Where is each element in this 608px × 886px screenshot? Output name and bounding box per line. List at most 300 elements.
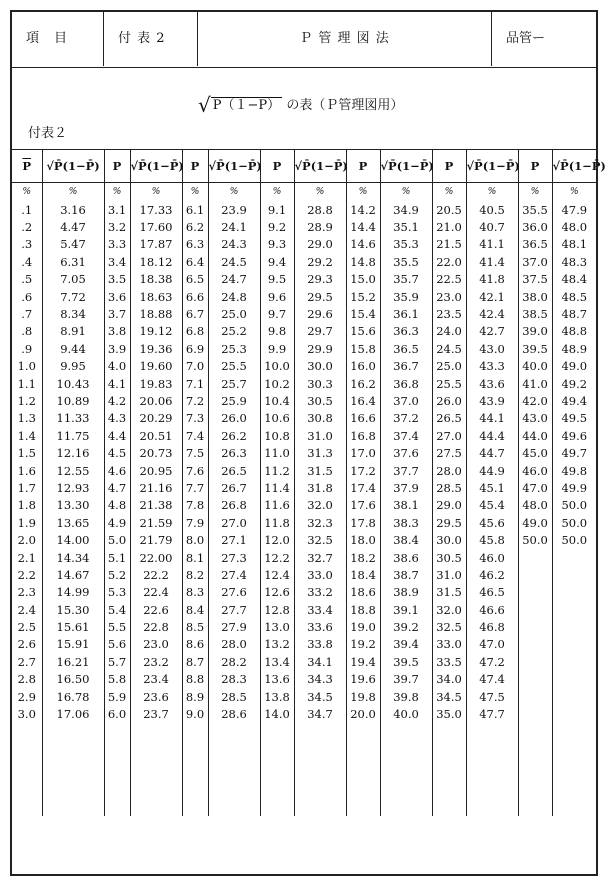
sqrt-value-cell xyxy=(552,671,596,688)
p-value-cell: 1.3 xyxy=(12,410,42,427)
sqrt-value-cell: 44.7 xyxy=(466,444,518,461)
empty-cell xyxy=(294,723,346,816)
sqrt-value-cell xyxy=(552,688,596,705)
sqrt-value-cell: 30.0 xyxy=(294,358,346,375)
caption-text: の表（Ｐ管理図用） xyxy=(286,98,404,113)
sqrt-value-cell: 49.2 xyxy=(561,376,588,391)
header-row xyxy=(12,12,596,68)
p-value-cell: 11.2 xyxy=(260,462,294,479)
p-value-cell: 2.9 xyxy=(12,688,42,705)
table-row xyxy=(12,253,596,270)
sqrt-value-cell: 47.4 xyxy=(466,671,518,688)
sqrt-value-cell xyxy=(552,653,596,670)
p-value-cell: 13.0 xyxy=(260,618,294,635)
table-row xyxy=(12,375,596,392)
sqrt-value-cell: 32.5 xyxy=(294,531,346,548)
p-value-cell: 15.4 xyxy=(346,305,380,322)
p-value-cell: 3.8 xyxy=(104,323,130,340)
p-value-cell: 38.0 xyxy=(518,288,552,305)
sqrt-value-cell: 7.72 xyxy=(42,288,104,305)
col-header-p: $\overline{P}$ xyxy=(12,150,42,183)
p-value-cell: 6.8 xyxy=(182,323,208,340)
sqrt-value-cell: 14.67 xyxy=(42,566,104,583)
p-value-cell: 6.0 xyxy=(104,705,130,722)
table-row xyxy=(12,201,596,218)
p-value-cell: 12.2 xyxy=(260,549,294,566)
p-value-cell: 1.0 xyxy=(12,358,42,375)
sqrt-value-cell: 31.5 xyxy=(294,462,346,479)
sqrt-value-cell: 32.0 xyxy=(294,497,346,514)
sqrt-value-cell: 24.8 xyxy=(208,288,260,305)
p-value-cell: 3.0 xyxy=(12,705,42,722)
sqrt-value-cell: 43.9 xyxy=(466,392,518,409)
sqrt-value-cell: 29.3 xyxy=(294,271,346,288)
sqrt-value-cell: 47.9 xyxy=(561,202,588,217)
sqrt-value-cell: 18.63 xyxy=(130,288,182,305)
sqrt-value-cell: 30.3 xyxy=(294,375,346,392)
p-value-cell: 5.9 xyxy=(104,688,130,705)
p-value-cell: .1 xyxy=(12,201,42,218)
table-row xyxy=(12,271,596,288)
p-value-cell: 16.4 xyxy=(346,392,380,409)
p-value-cell: 4.0 xyxy=(104,358,130,375)
p-value-cell: 9.9 xyxy=(260,340,294,357)
empty-cell xyxy=(518,723,552,816)
sqrt-value-cell: 46.5 xyxy=(466,584,518,601)
table-row xyxy=(12,618,596,635)
unit-cell: % xyxy=(569,187,579,197)
table-row xyxy=(12,323,596,340)
p-value-cell: 45.0 xyxy=(518,444,552,461)
p-value-cell: 33.0 xyxy=(432,636,466,653)
sqrt-value-cell: 48.0 xyxy=(561,220,588,235)
p-value-cell: 43.0 xyxy=(518,410,552,427)
p-value-cell: 8.8 xyxy=(182,671,208,688)
sqrt-value-cell: 50.0 xyxy=(561,515,588,530)
p-value-cell: 9.7 xyxy=(260,305,294,322)
col-header-p: P xyxy=(346,150,380,183)
empty-cell xyxy=(380,723,432,816)
p-value-cell: 21.5 xyxy=(432,236,466,253)
table-row xyxy=(12,410,596,427)
sqrt-value-cell: 21.59 xyxy=(130,514,182,531)
p-value-cell: 9.2 xyxy=(260,218,294,235)
unit-cell: % xyxy=(42,183,104,202)
col-header-sqrt: √P̄(1−P̄) xyxy=(130,150,182,183)
table-row xyxy=(12,497,596,514)
p-value-cell: 34.0 xyxy=(432,671,466,688)
p-value-cell: 5.2 xyxy=(104,566,130,583)
sqrt-value-cell: 44.9 xyxy=(466,462,518,479)
sqrt-value-cell: 39.5 xyxy=(380,653,432,670)
sqrt-value-cell: 48.3 xyxy=(561,254,588,269)
sqrt-value-cell: 35.1 xyxy=(380,218,432,235)
sqrt-value-cell: 47.7 xyxy=(466,705,518,722)
sqrt-value-cell: 36.7 xyxy=(380,358,432,375)
p-value-cell: 9.4 xyxy=(260,253,294,270)
sqrt-value-cell: 28.5 xyxy=(208,688,260,705)
empty-cell xyxy=(104,723,130,816)
p-value-cell: 5.5 xyxy=(104,618,130,635)
p-value-cell: 9.5 xyxy=(260,271,294,288)
col-header-sqrt: √P̄(1−P̄) xyxy=(552,150,596,183)
sqrt-value-cell: 17.06 xyxy=(42,705,104,722)
sqrt-value-cell: 24.5 xyxy=(208,253,260,270)
sqrt-value-cell: 48.4 xyxy=(561,272,588,287)
p-value-cell: 31.0 xyxy=(432,566,466,583)
p-value-cell: 7.5 xyxy=(182,444,208,461)
p-value-cell: 35.0 xyxy=(432,705,466,722)
table-row xyxy=(12,653,596,670)
p-value-cell: 3.3 xyxy=(104,236,130,253)
p-value-cell: 7.7 xyxy=(182,479,208,496)
sqrt-value-cell: 49.4 xyxy=(561,393,588,408)
sqrt-value-cell: 19.60 xyxy=(130,358,182,375)
sqrt-value-cell: 25.2 xyxy=(208,323,260,340)
p-value-cell: 5.6 xyxy=(104,636,130,653)
unit-cell: % xyxy=(208,183,260,202)
p-value-cell: 20.0 xyxy=(346,705,380,722)
sqrt-value-cell: 49.6 xyxy=(561,428,588,443)
p-value-cell xyxy=(518,601,552,618)
sqrt-value-cell: 48.5 xyxy=(561,289,588,304)
p-value-cell: 19.8 xyxy=(346,688,380,705)
p-value-cell: 8.1 xyxy=(182,549,208,566)
p-value-cell: 22.5 xyxy=(432,271,466,288)
p-value-cell: 47.0 xyxy=(518,479,552,496)
table-row xyxy=(12,462,596,479)
table-header-row xyxy=(12,150,596,183)
sqrt-value-cell: 28.2 xyxy=(208,653,260,670)
table-row xyxy=(12,671,596,688)
p-value-cell: 23.0 xyxy=(432,288,466,305)
p-value-cell: 6.7 xyxy=(182,305,208,322)
sqrt-value-cell: 34.1 xyxy=(294,653,346,670)
unit-row xyxy=(12,183,596,202)
sqrt-value-cell: 41.1 xyxy=(466,236,518,253)
sqrt-value-cell: 19.12 xyxy=(130,323,182,340)
sqrt-value-cell: 20.51 xyxy=(130,427,182,444)
sqrt-value-cell: 38.6 xyxy=(380,549,432,566)
sqrt-value-cell: 23.2 xyxy=(130,653,182,670)
item-label: 項 目 xyxy=(12,12,104,66)
sqrt-value-cell: 26.2 xyxy=(208,427,260,444)
p-value-cell: 4.9 xyxy=(104,514,130,531)
p-value-cell: 40.0 xyxy=(518,358,552,375)
sqrt-value-cell: 23.9 xyxy=(208,201,260,218)
sqrt-value-cell: 49.5 xyxy=(561,411,588,426)
p-value-cell: 9.1 xyxy=(260,201,294,218)
sqrt-value-cell: 40.0 xyxy=(380,705,432,722)
sqrt-value-cell: 22.4 xyxy=(130,584,182,601)
p-value-cell: 10.4 xyxy=(260,392,294,409)
sqrt-value-cell: 28.9 xyxy=(294,218,346,235)
sqrt-value-cell: 21.79 xyxy=(130,531,182,548)
p-value-cell xyxy=(518,688,552,705)
p-value-cell: 20.5 xyxy=(432,201,466,218)
p-value-cell: 44.0 xyxy=(518,427,552,444)
table-caption: √ $P(1-\overline{P})$ の表（Ｐ管理図用） xyxy=(198,93,404,117)
p-value-cell xyxy=(518,705,552,722)
sqrt-value-cell: 17.60 xyxy=(130,218,182,235)
p-value-cell: 17.0 xyxy=(346,444,380,461)
sqrt-value-cell: 11.33 xyxy=(42,410,104,427)
p-value-cell: 39.5 xyxy=(518,340,552,357)
empty-cell xyxy=(432,723,466,816)
p-value-cell: 1.7 xyxy=(12,479,42,496)
p-value-cell: 8.2 xyxy=(182,566,208,583)
sqrt-value-cell xyxy=(552,601,596,618)
col-header-p: P xyxy=(518,150,552,183)
sqrt-value-cell: 40.5 xyxy=(466,201,518,218)
sqrt-value-cell: 37.2 xyxy=(380,410,432,427)
table-row xyxy=(12,340,596,357)
sqrt-value-cell: 36.1 xyxy=(380,305,432,322)
sqrt-value-cell: 14.99 xyxy=(42,584,104,601)
p-value-cell: 4.4 xyxy=(104,427,130,444)
p-value-cell: 16.6 xyxy=(346,410,380,427)
sqrt-value-cell: 38.1 xyxy=(380,497,432,514)
sqrt-value-cell: 29.0 xyxy=(294,236,346,253)
col-header-sqrt: √P̄(1−P̄) xyxy=(294,150,346,183)
sqrt-value-cell: 13.65 xyxy=(42,514,104,531)
p-value-cell: 11.0 xyxy=(260,444,294,461)
p-value-cell: 3.9 xyxy=(104,340,130,357)
table-row xyxy=(12,566,596,583)
sqrt-value-cell: 50.0 xyxy=(561,498,588,513)
sqrt-value-cell: 31.0 xyxy=(294,427,346,444)
p-value-cell: 6.4 xyxy=(182,253,208,270)
filler-row xyxy=(12,723,596,816)
sqrt-value-cell: 24.1 xyxy=(208,218,260,235)
p-value-cell: 5.4 xyxy=(104,601,130,618)
table-row xyxy=(12,218,596,235)
unit-cell: % xyxy=(518,183,552,202)
sqrt-value-cell: 22.00 xyxy=(130,549,182,566)
table-row xyxy=(12,584,596,601)
p-value-cell: 12.8 xyxy=(260,601,294,618)
sqrt-value-cell: 24.3 xyxy=(208,236,260,253)
sqrt-value-cell: 5.47 xyxy=(42,236,104,253)
sqrt-value-cell: 32.7 xyxy=(294,549,346,566)
sqrt-value-cell: 44.1 xyxy=(466,410,518,427)
sqrt-value-cell: 47.5 xyxy=(466,688,518,705)
sqrt-value-cell: 36.8 xyxy=(380,375,432,392)
p-value-cell: 11.4 xyxy=(260,479,294,496)
p-value-cell: 6.1 xyxy=(182,201,208,218)
sqrt-value-cell: 20.29 xyxy=(130,410,182,427)
empty-cell xyxy=(552,723,596,816)
sqrt-value-cell: 38.4 xyxy=(380,531,432,548)
p-value-cell: 36.0 xyxy=(518,218,552,235)
p-value-cell: 4.7 xyxy=(104,479,130,496)
sqrt-value-cell: 6.31 xyxy=(42,253,104,270)
sqrt-value-cell: 50.0 xyxy=(561,533,588,548)
p-value-cell xyxy=(518,671,552,688)
sqrt-value-cell: 37.7 xyxy=(380,462,432,479)
sqrt-value-cell: 21.38 xyxy=(130,497,182,514)
sqrt-value-cell: 48.7 xyxy=(561,307,588,322)
sqrt-value-cell: 36.3 xyxy=(380,323,432,340)
p-value-cell: 2.8 xyxy=(12,671,42,688)
sqrt-value-cell: 17.87 xyxy=(130,236,182,253)
p-value-cell: 31.5 xyxy=(432,584,466,601)
table-row xyxy=(12,549,596,566)
sqrt-value-cell: 38.3 xyxy=(380,514,432,531)
sqrt-value-cell: 26.8 xyxy=(208,497,260,514)
sqrt-value-cell: 37.0 xyxy=(380,392,432,409)
table-row xyxy=(12,514,596,531)
sqrt-value-cell: 35.5 xyxy=(380,253,432,270)
empty-cell xyxy=(208,723,260,816)
sqrt-value-cell: 49.8 xyxy=(561,463,588,478)
sqrt-value-cell: 35.7 xyxy=(380,271,432,288)
sqrt-value-cell: 48.8 xyxy=(561,324,588,339)
p-value-cell: 3.5 xyxy=(104,271,130,288)
sqrt-value-cell: 29.9 xyxy=(294,340,346,357)
sqrt-value-cell: 33.0 xyxy=(294,566,346,583)
sqrt-value-cell: 42.7 xyxy=(466,323,518,340)
sqrt-value-cell xyxy=(552,584,596,601)
p-value-cell: 37.0 xyxy=(518,253,552,270)
p-value-cell: 11.8 xyxy=(260,514,294,531)
table-row xyxy=(12,636,596,653)
caption-box xyxy=(12,68,596,150)
p-value-cell: .6 xyxy=(12,288,42,305)
p-value-cell: 1.4 xyxy=(12,427,42,444)
sqrt-value-cell: 23.0 xyxy=(130,636,182,653)
p-value-cell: 1.1 xyxy=(12,375,42,392)
sqrt-value-cell: 48.1 xyxy=(561,237,588,252)
sqrt-value-cell: 9.95 xyxy=(42,358,104,375)
p-value-cell: 27.5 xyxy=(432,444,466,461)
sqrt-value-cell: 29.7 xyxy=(294,323,346,340)
sqrt-value-cell: 46.0 xyxy=(466,549,518,566)
sqrt-value-cell: 28.3 xyxy=(208,671,260,688)
sqrt-value-cell: 33.4 xyxy=(294,601,346,618)
table-number: 付 表 2 xyxy=(104,12,198,66)
empty-cell xyxy=(130,723,182,816)
sqrt-value-cell: 19.36 xyxy=(130,340,182,357)
sqrt-value-cell: 26.7 xyxy=(208,479,260,496)
p-value-cell: 19.4 xyxy=(346,653,380,670)
sqrt-value-cell: 36.5 xyxy=(380,340,432,357)
sqrt-value-cell: 15.30 xyxy=(42,601,104,618)
sqrt-value-cell: 28.6 xyxy=(208,705,260,722)
p-value-cell: .7 xyxy=(12,305,42,322)
sqrt-value-cell: 8.34 xyxy=(42,305,104,322)
p-value-cell: 18.4 xyxy=(346,566,380,583)
p-value-cell: 33.5 xyxy=(432,653,466,670)
sqrt-value-cell: 35.9 xyxy=(380,288,432,305)
p-value-cell: 36.5 xyxy=(518,236,552,253)
sqrt-value-cell: 31.3 xyxy=(294,444,346,461)
sqrt-value-cell: 16.21 xyxy=(42,653,104,670)
sqrt-value-cell: 44.4 xyxy=(466,427,518,444)
p-value-cell: 8.9 xyxy=(182,688,208,705)
unit-cell: % xyxy=(432,183,466,202)
p-value-cell: 17.2 xyxy=(346,462,380,479)
p-value-cell: 3.6 xyxy=(104,288,130,305)
table-row xyxy=(12,236,596,253)
p-value-cell: 15.6 xyxy=(346,323,380,340)
sqrt-value-cell: 34.7 xyxy=(294,705,346,722)
p-value-cell: 6.9 xyxy=(182,340,208,357)
sqrt-value-cell: 22.8 xyxy=(130,618,182,635)
sqrt-value-cell: 24.7 xyxy=(208,271,260,288)
p-value-cell: 22.0 xyxy=(432,253,466,270)
sqrt-value-cell: 28.8 xyxy=(294,201,346,218)
sqrt-value-cell: 42.4 xyxy=(466,305,518,322)
p-value-cell: 19.6 xyxy=(346,671,380,688)
p-value-cell: 5.0 xyxy=(104,531,130,548)
sqrt-value-cell: 3.16 xyxy=(42,201,104,218)
p-value-cell: 7.2 xyxy=(182,392,208,409)
sqrt-value-cell: 16.50 xyxy=(42,671,104,688)
sqrt-value-cell xyxy=(552,566,596,583)
p-value-cell: 39.0 xyxy=(518,323,552,340)
p-value-cell: .2 xyxy=(12,218,42,235)
sqrt-value-cell: 29.5 xyxy=(294,288,346,305)
p-value-cell: 5.8 xyxy=(104,671,130,688)
product-code: 品管ー xyxy=(506,31,546,46)
p-value-cell: 16.2 xyxy=(346,375,380,392)
sqrt-value-cell: 29.6 xyxy=(294,305,346,322)
sqrt-value-cell: 13.30 xyxy=(42,497,104,514)
sqrt-value-cell: 27.3 xyxy=(208,549,260,566)
p-value-cell: 1.2 xyxy=(12,392,42,409)
sqrt-value-cell: 33.8 xyxy=(294,636,346,653)
p-value-cell: 26.5 xyxy=(432,410,466,427)
p-value-cell: 3.4 xyxy=(104,253,130,270)
sqrt-value-cell: 27.0 xyxy=(208,514,260,531)
p-value-cell: 13.4 xyxy=(260,653,294,670)
p-value-cell: .8 xyxy=(12,323,42,340)
table-body xyxy=(12,183,596,816)
p-value-cell: 8.6 xyxy=(182,636,208,653)
p-value-cell: 15.2 xyxy=(346,288,380,305)
empty-cell xyxy=(182,723,208,816)
p-value-cell: 7.4 xyxy=(182,427,208,444)
p-value-cell: 8.4 xyxy=(182,601,208,618)
sqrt-value-cell: 22.2 xyxy=(130,566,182,583)
p-value-cell: 17.6 xyxy=(346,497,380,514)
empty-cell xyxy=(12,723,42,816)
p-value-cell: 4.8 xyxy=(104,497,130,514)
sqrt-value-cell: 25.5 xyxy=(208,358,260,375)
unit-cell: % xyxy=(346,183,380,202)
empty-cell xyxy=(466,723,518,816)
p-value-cell: 14.4 xyxy=(346,218,380,235)
p-value-cell: 24.0 xyxy=(432,323,466,340)
unit-cell: % xyxy=(260,183,294,202)
p-value-cell xyxy=(518,636,552,653)
sqrt-value-cell xyxy=(552,636,596,653)
sqrt-value-cell: 46.8 xyxy=(466,618,518,635)
table-row xyxy=(12,427,596,444)
p-value-cell: 2.6 xyxy=(12,636,42,653)
p-value-cell: 37.5 xyxy=(518,271,552,288)
p-value-cell: 9.6 xyxy=(260,288,294,305)
sqrt-value-cell: 15.61 xyxy=(42,618,104,635)
p-value-cell: 2.2 xyxy=(12,566,42,583)
p-value-cell: 46.0 xyxy=(518,462,552,479)
p-value-cell: .4 xyxy=(12,253,42,270)
p-value-cell: 30.5 xyxy=(432,549,466,566)
sqrt-value-cell: 38.7 xyxy=(380,566,432,583)
table-row xyxy=(12,288,596,305)
sqrt-value-cell: 49.7 xyxy=(561,446,588,461)
